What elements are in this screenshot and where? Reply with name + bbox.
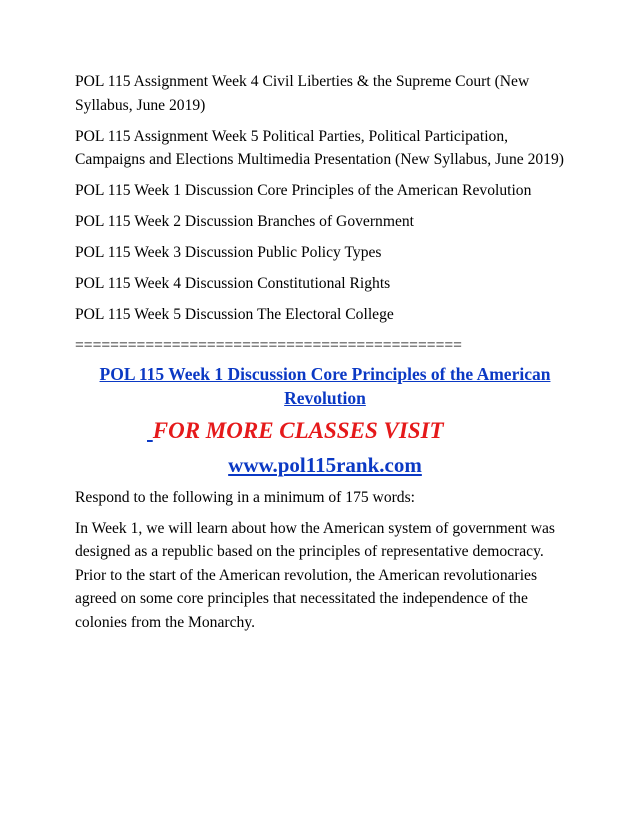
list-item: POL 115 Assignment Week 5 Political Parties, Political Participation, Campaigns and Elections Multimedia Presentation (New Syllabus, June 2019) xyxy=(75,127,564,168)
list-item: POL 115 Week 5 Discussion The Electoral College xyxy=(75,306,394,323)
list-item: POL 115 Assignment Week 4 Civil Liberties & the Supreme Court (New Syllabus, June 2019) xyxy=(75,73,530,114)
document-page xyxy=(75,70,575,642)
list-item: POL 115 Week 4 Discussion Constitutional Rights xyxy=(75,275,391,292)
list-item: POL 115 Week 3 Discussion Public Policy Types xyxy=(75,244,382,261)
section-heading-link[interactable]: POL 115 Week 1 Discussion Core Principles of the American Revolution xyxy=(99,363,551,408)
prompt-text: Respond to the following in a minimum of 175 words: xyxy=(75,488,416,506)
website-link[interactable]: www.pol115rank.com xyxy=(228,452,422,477)
visit-text: FOR MORE CLASSES VISIT xyxy=(152,417,444,443)
list-item: POL 115 Week 1 Discussion Core Principles of the American Revolution xyxy=(75,182,532,199)
visit-banner xyxy=(147,416,575,446)
body-paragraph: In Week 1, we will learn about how the American system of government was designed as a republic based on the principles of representative democracy. Prior to the start of the American revolution, the American revolutionaries agreed on some core principles that necessitated the independence of the colonies from the Monarchy. xyxy=(75,519,556,631)
divider-line: ============================================ xyxy=(75,337,462,354)
list-item: POL 115 Week 2 Discussion Branches of Government xyxy=(75,213,415,230)
